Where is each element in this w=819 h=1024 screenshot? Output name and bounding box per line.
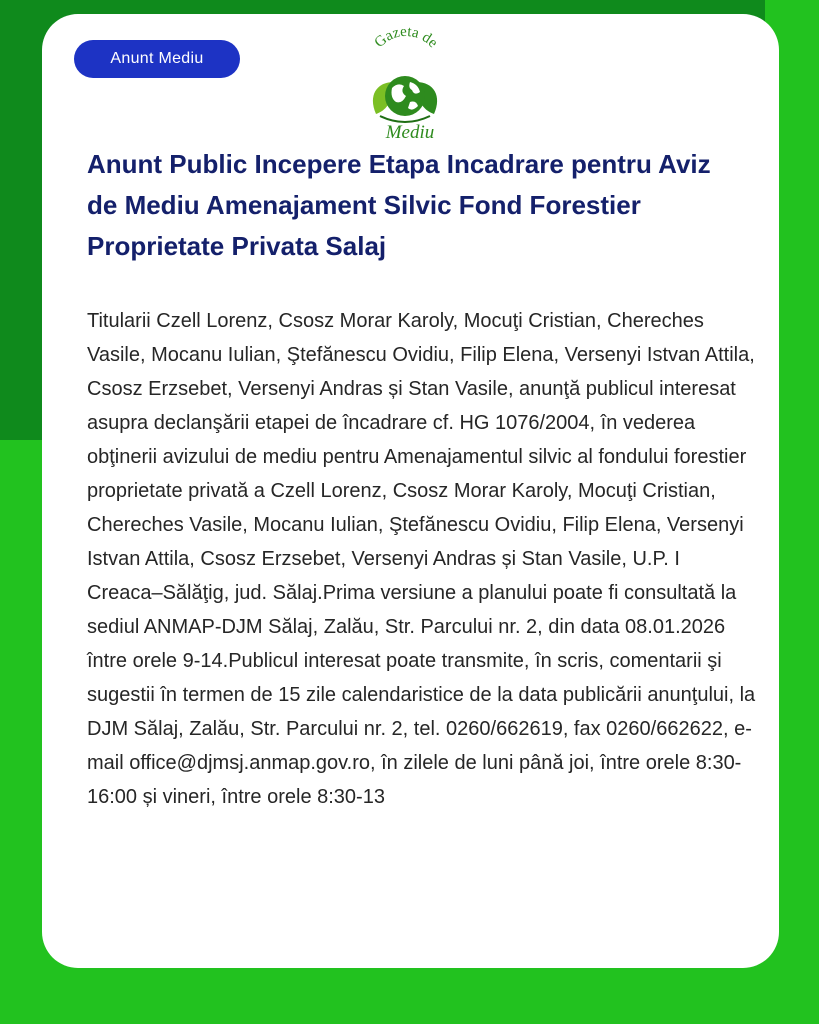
logo-text-top: Gazeta de: [371, 26, 441, 52]
category-badge[interactable]: Anunt Mediu: [74, 40, 240, 78]
globe-leaf-icon: [354, 26, 454, 144]
svg-text:Gazeta de: [372, 26, 441, 51]
article-title: Anunt Public Incepere Etapa Incadrare pentru Aviz de Mediu Amenajament Silvic Fond Forestier Proprietate Privata Salaj: [87, 149, 711, 261]
article-body: Titularii Czell Lorenz, Csosz Morar Karoly, Mocuţi Cristian, Chereches Vasile, Mocanu Iulian, Ştefănescu Ovidiu, Filip Elena, Versenyi Istvan Attila, Csosz Erzsebet, Versenyi Andras și Stan Vasile, anunţă publicul interesat asupra declanşării etapei de încadrare cf. HG 1076/2004, în vederea obţinerii avizului de mediu pentru Amenajamentul silvic al fondului forestier proprietate privată a Czell Lorenz, Csosz Morar Karoly, Mocuţi Cristian, Chereches Vasile, Mocanu Iulian, Ştefănescu Ovidiu, Filip Elena, Versenyi Istvan Attila, Csosz Erzsebet, Versenyi Andras și Stan Vasile, U.P. I Creaca–Sălăţig, jud. Sălaj.Prima versiune a planului poate fi consultată la sediul ANMAP-DJM Sălaj, Zalău, Str. Parcului nr. 2, din data 08.01.2026 între orele 9-14.Publicul interesat poate transmite, în scris, comentarii şi sugestii în termen de 15 zile calendaristice de la data publicării anunţului, la DJM Sălaj, Zalău, Str. Parcului nr. 2, tel. 0260/662619, fax 0260/662622, e-mail office@djmsj.anmap.gov.ro, în zilele de luni până joi, între orele 8:30-16:00 și vineri, între orele 8:30-13: [87, 310, 756, 808]
logo-text-bottom: Mediu: [385, 122, 435, 143]
gazeta-de-mediu-logo: [354, 26, 454, 144]
announcement-card: [42, 14, 779, 968]
